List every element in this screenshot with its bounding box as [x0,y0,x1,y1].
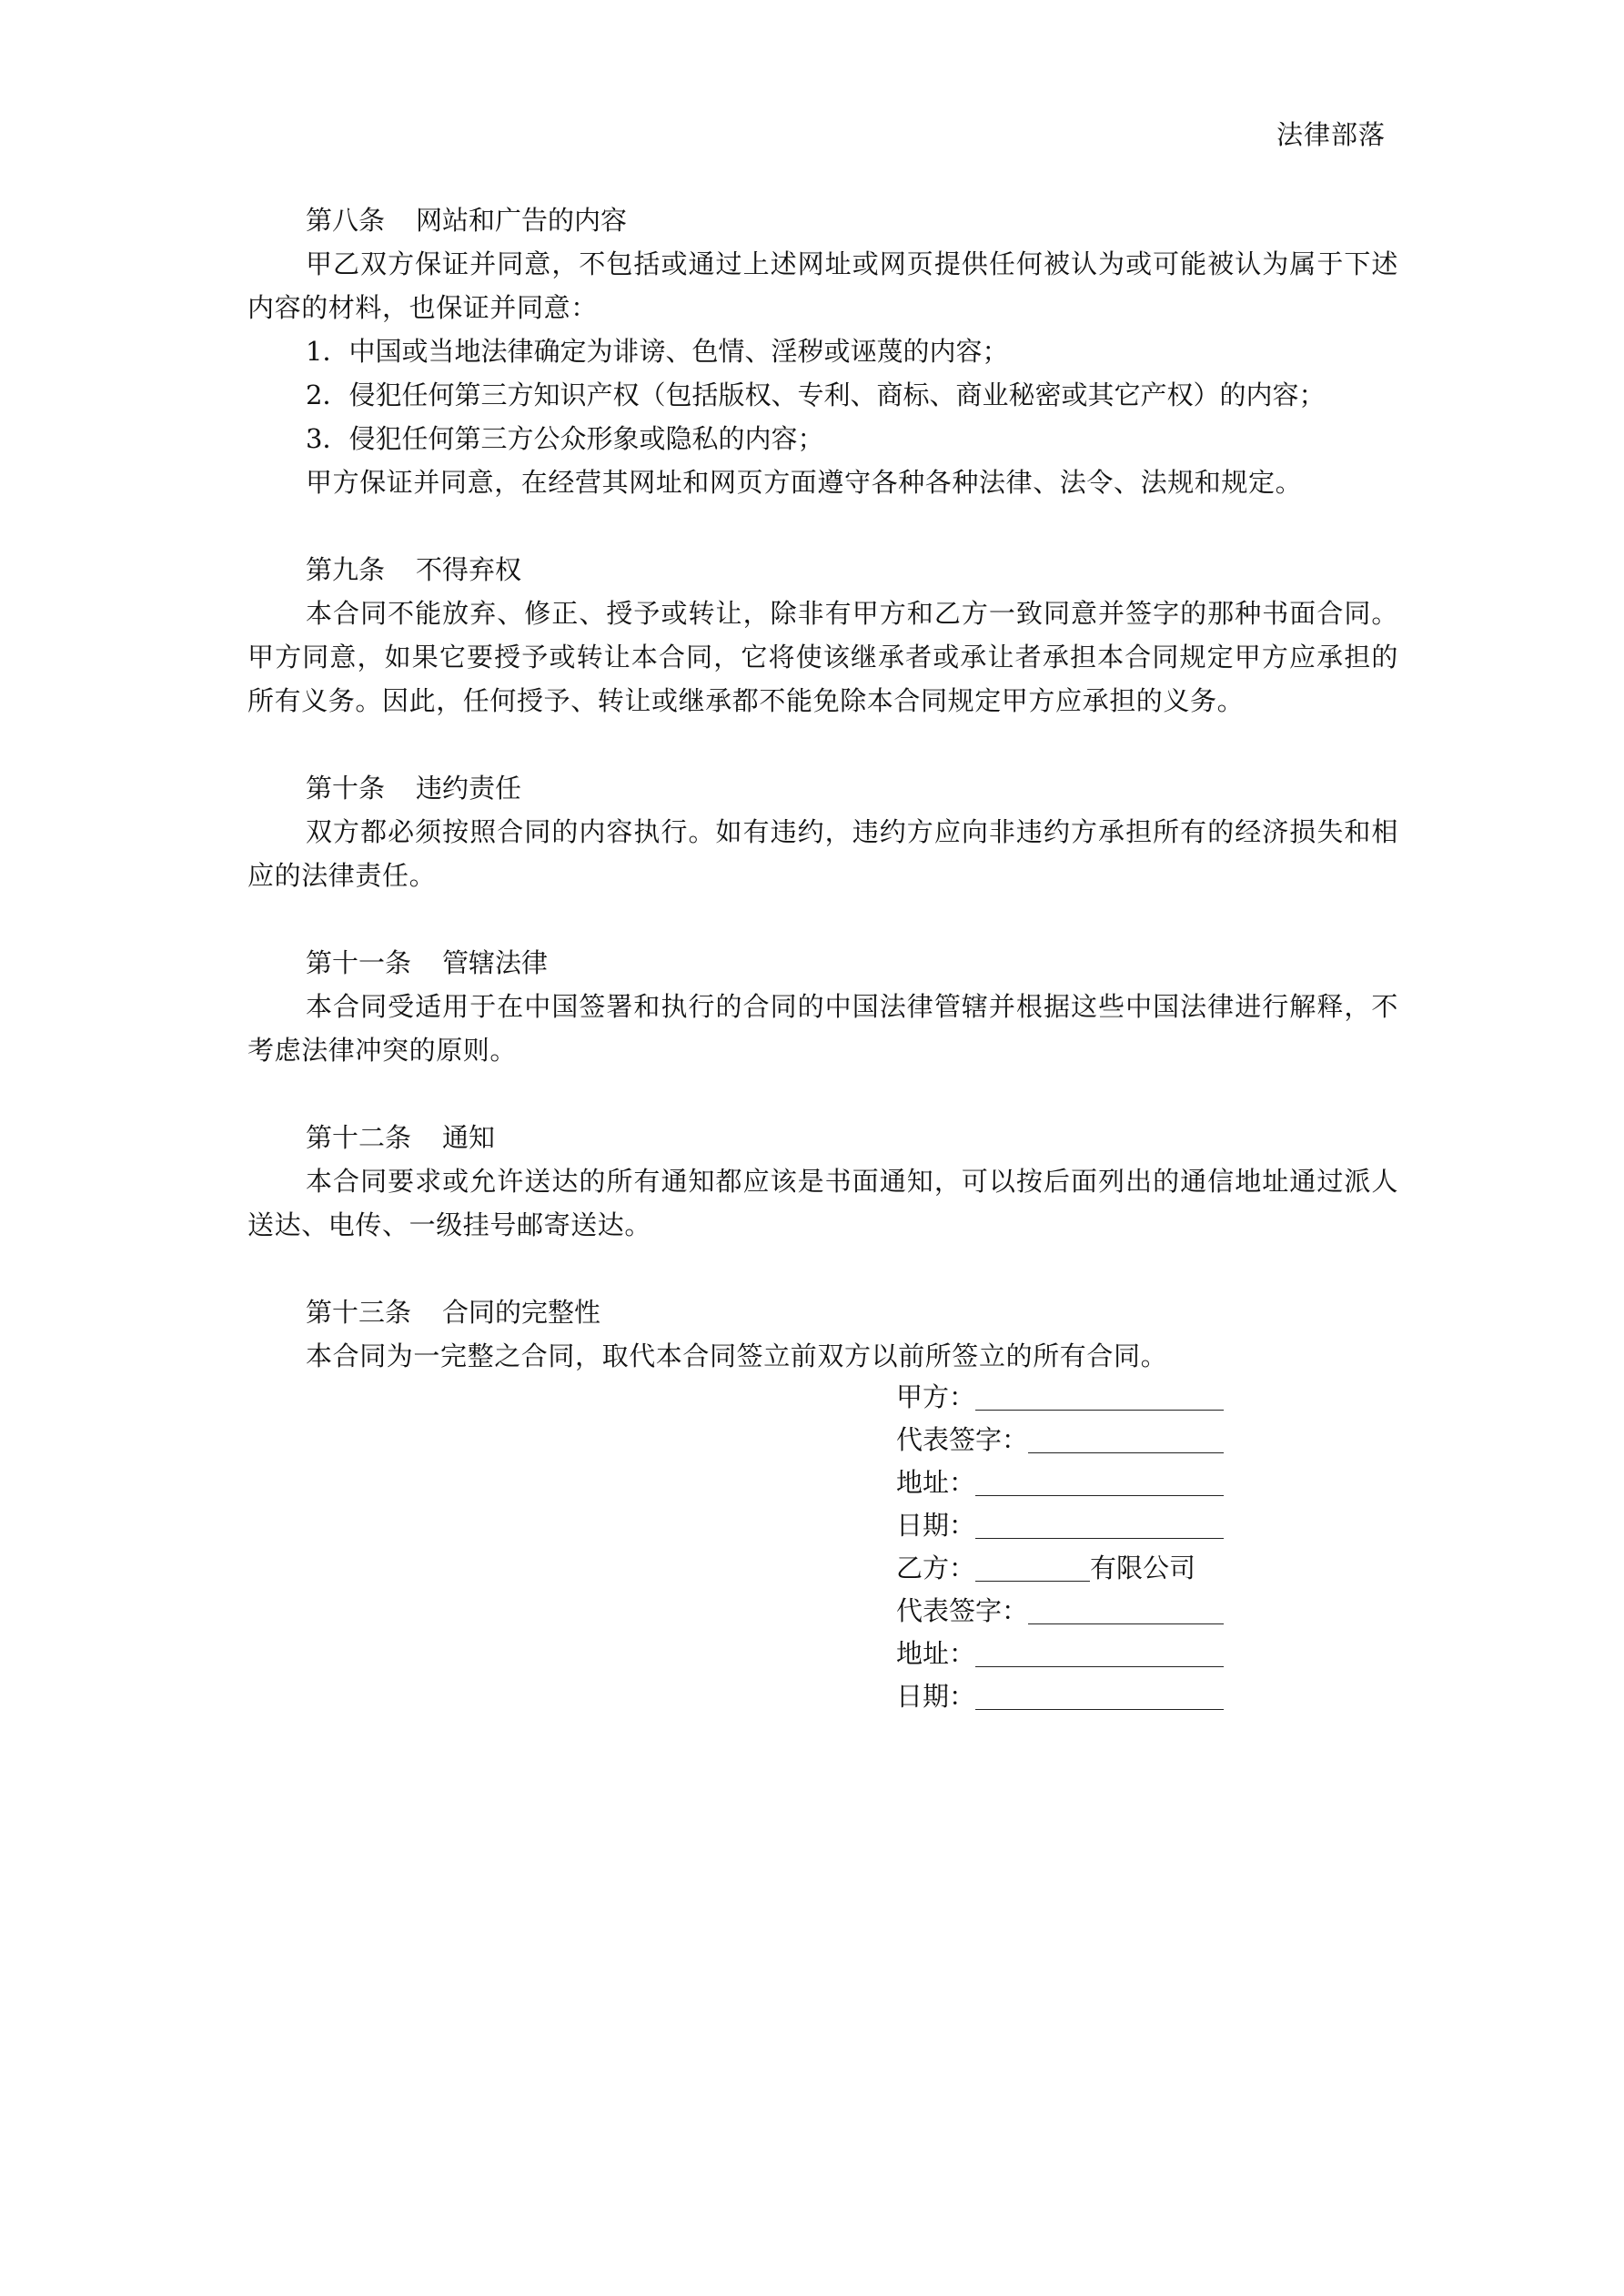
party-a-rep-row [896,1419,1224,1462]
party-a-date-label: 日期： [896,1510,976,1541]
article-title: 合同的完整性 [442,1297,601,1328]
party-a-blank [975,1410,1224,1411]
article-paragraph: 本合同为一完整之合同，取代本合同签立前双方以前所签立的所有合同。 [306,1340,1168,1371]
party-b-rep-row [896,1590,1224,1633]
article-13 [247,1290,1398,1378]
article-heading [247,1290,1398,1334]
article-title: 网站和广告的内容 [416,205,628,236]
party-a-address-blank [975,1495,1224,1496]
party-a-rep-blank [1028,1452,1224,1453]
signature-block [896,1376,1224,1718]
party-b-address-label: 地址： [896,1638,976,1669]
list-item: 3．侵犯任何第三方公众形象或隐私的内容； [306,423,824,454]
party-b-date-row [896,1675,1224,1718]
article-8 [247,198,1398,504]
party-b-date-label: 日期： [896,1681,976,1712]
article-paragraph: 甲乙双方保证并同意，不包括或通过上述网址或网页提供任何被认为或可能被认为属于下述内容的材料，也保证并同意： [247,248,1398,323]
article-heading [247,198,1398,242]
article-number: 第十二条 [306,1122,412,1153]
party-b-suffix: 有限公司 [1090,1553,1196,1583]
party-b-address-blank [975,1666,1224,1667]
party-a-date-blank [975,1538,1224,1539]
article-9 [247,548,1398,723]
article-heading [247,941,1398,985]
page-header: 法律部落 [1276,119,1386,150]
list-item: 1．中国或当地法律确定为诽谤、色情、淫秽或诬蔑的内容； [306,336,1009,367]
party-b-rep-label: 代表签字： [896,1595,1029,1626]
article-title: 通知 [442,1122,496,1153]
article-heading [247,1116,1398,1159]
article-number: 第九条 [306,554,386,585]
party-b-date-blank [975,1709,1224,1710]
party-a-label: 甲方： [896,1381,976,1412]
article-paragraph: 双方都必须按照合同的内容执行。如有违约，违约方应向非违约方承担所有的经济损失和相应的法律责任。 [247,816,1398,891]
article-number: 第十三条 [306,1297,412,1328]
article-title: 违约责任 [416,773,522,804]
article-heading [247,548,1398,592]
article-paragraph: 甲方保证并同意，在经营其网址和网页方面遵守各种各种法律、法令、法规和规定。 [306,467,1303,498]
party-b-blank [975,1581,1090,1582]
party-a-address-row [896,1462,1224,1504]
article-heading [247,766,1398,810]
party-a-date-row [896,1504,1224,1547]
party-b-rep-blank [1028,1623,1224,1624]
contract-body [247,198,1398,1378]
article-number: 第十一条 [306,947,412,978]
party-b-address-row [896,1633,1224,1675]
party-a-address-label: 地址： [896,1467,976,1498]
article-10 [247,766,1398,897]
article-11 [247,941,1398,1072]
article-12 [247,1116,1398,1247]
article-number: 第八条 [306,205,386,236]
party-b-row [896,1547,1224,1590]
article-number: 第十条 [306,773,386,804]
article-paragraph: 本合同要求或允许送达的所有通知都应该是书面通知，可以按后面列出的通信地址通过派人送达、电传、一级挂号邮寄送达。 [247,1166,1398,1240]
list-item: 2．侵犯任何第三方知识产权（包括版权、专利、商标、商业秘密或其它产权）的内容； [306,379,1326,410]
party-b-label: 乙方： [896,1553,976,1583]
article-paragraph: 本合同不能放弃、修正、授予或转让，除非有甲方和乙方一致同意并签字的那种书面合同。甲方同意，如果它要授予或转让本合同，它将使该继承者或承让者承担本合同规定甲方应承担的所有义务。因此，任何授予、转让或继承都不能免除本合同规定甲方应承担的义务。 [247,598,1398,716]
party-a-rep-label: 代表签字： [896,1424,1029,1455]
article-title: 管辖法律 [442,947,549,978]
article-paragraph: 本合同受适用于在中国签署和执行的合同的中国法律管辖并根据这些中国法律进行解释，不考虑法律冲突的原则。 [247,991,1398,1066]
party-a-row [896,1376,1224,1419]
article-title: 不得弃权 [416,554,522,585]
